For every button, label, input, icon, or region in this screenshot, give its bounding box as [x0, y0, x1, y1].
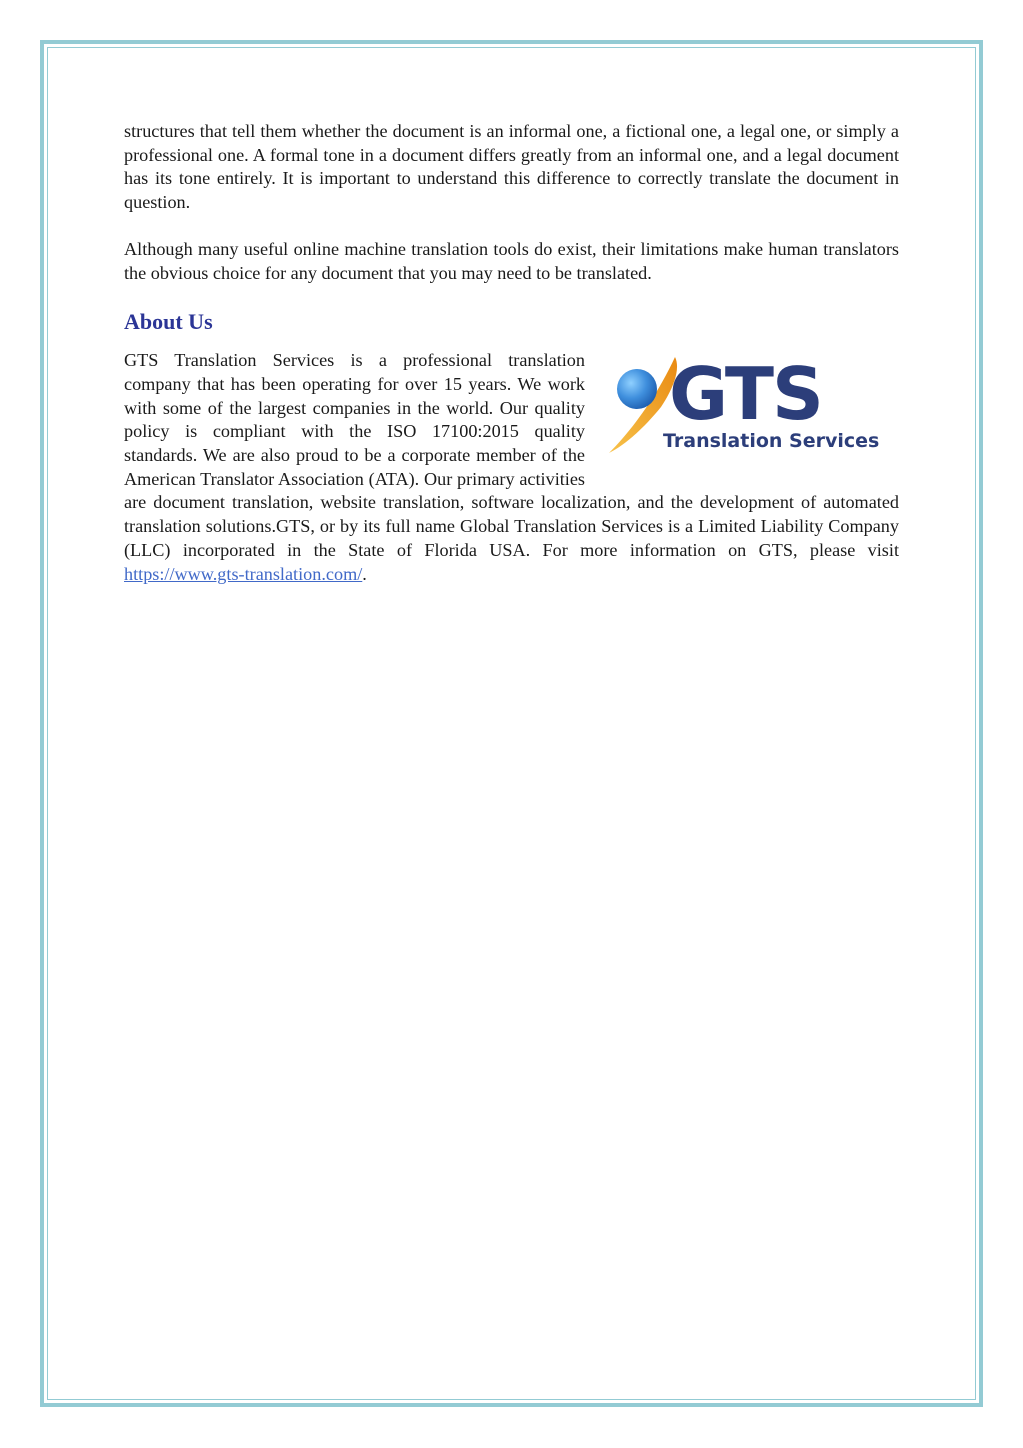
paragraph-machine-translation: Although many useful online machine translation tools do exist, their limitations make human translators the obvious choice for any document that you may need to be translated.: [124, 238, 899, 283]
logo-wordmark: GTS: [669, 352, 822, 437]
blue-globe-icon: [617, 369, 657, 409]
page-content: [124, 120, 899, 586]
about-us-heading: About Us: [124, 309, 213, 335]
about-us-text: GTS Translation Services is a professional translation company that has been operating for over 15 years. We work with some of the largest companies in the world. Our quality policy is compliant with the ISO 17100:2015 quality standards. We are also proud to be a corporate member of the American Translator Association (ATA). Our primary activities are document translation, website translation, software localization, and the development of automated translation solutions.GTS, or by its full name Global Translation Services is a Limited Liability Company (LLC) incorporated in the State of Florida USA. For more information on GTS, please visit: [124, 350, 899, 560]
paragraph-formal-tone: structures that tell them whether the document is an informal one, a fictional one, a legal one, or simply a professional one. A formal tone in a document differs greatly from an informal one, and a legal document has its tone entirely. It is important to understand this difference to correctly translate the document in question.: [124, 121, 899, 213]
about-us-end: .: [362, 563, 367, 584]
gts-logo: [603, 349, 899, 469]
gts-website-link[interactable]: https://www.gts-translation.com/: [124, 563, 363, 584]
logo-tagline: Translation Services: [663, 430, 880, 453]
gts-logo-graphic: [603, 349, 899, 469]
